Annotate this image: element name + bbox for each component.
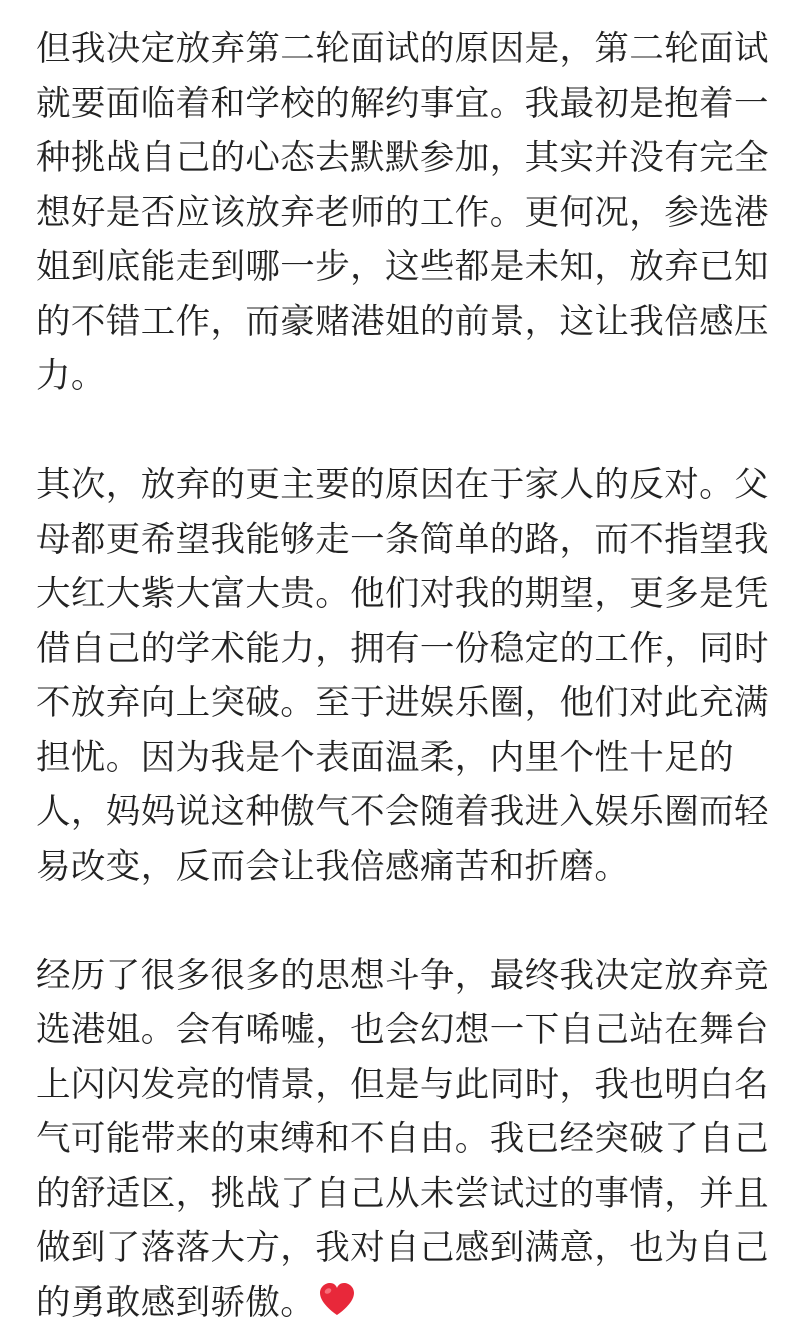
text-line: 上闪闪发亮的情景，但是与此同时，我也明白名	[36, 1064, 769, 1105]
paragraph-3	[36, 949, 776, 1331]
text-line: 力。	[36, 356, 106, 396]
text-line: 其次，放弃的更主要的原因在于家人的反对。父	[36, 465, 769, 505]
text-line: 的舒适区，挑战了自己从未尝试过的事情，并且	[36, 1173, 769, 1214]
text-line: 姐到底能走到哪一步，这些都是未知，放弃已知	[36, 247, 769, 287]
text-line: 气可能带来的束缚和不自由。我已经突破了自己	[36, 1119, 769, 1159]
text-line: 做到了落落大方，我对自己感到满意，也为自己	[36, 1228, 769, 1268]
text-line: 的勇敢感到骄傲。	[36, 1282, 316, 1323]
article-body	[36, 22, 776, 1330]
text-line: 大红大紫大富大贵。他们对我的期望，更多是凭	[36, 574, 769, 614]
paragraph-gap	[36, 894, 776, 949]
text-line-last	[36, 1276, 776, 1331]
text-line: 的不错工作，而豪赌港姐的前景，这让我倍感压	[36, 301, 769, 342]
paragraph-2	[36, 458, 776, 894]
red-heart-emoji-icon	[317, 1280, 357, 1320]
text-line: 易改变，反而会让我倍感痛苦和折磨。	[36, 846, 630, 887]
text-line: 母都更希望我能够走一条简单的路，而不指望我	[36, 519, 769, 560]
text-line: 经历了很多很多的思想斗争，最终我决定放弃竞	[36, 955, 769, 996]
text-line: 借自己的学术能力，拥有一份稳定的工作，同时	[36, 628, 769, 669]
paragraph-1	[36, 22, 776, 404]
text-line: 人，妈妈说这种傲气不会随着我进入娱乐圈而轻	[36, 792, 769, 832]
text-line: 就要面临着和学校的解约事宜。我最初是抱着一	[36, 83, 769, 124]
text-line: 选港姐。会有唏嘘，也会幻想一下自己站在舞台	[36, 1010, 769, 1050]
text-line: 不放弃向上突破。至于进娱乐圈，他们对此充满	[36, 683, 769, 723]
text-line: 种挑战自己的心态去默默参加，其实并没有完全	[36, 138, 769, 178]
paragraph-gap	[36, 404, 776, 459]
text-line: 但我决定放弃第二轮面试的原因是，第二轮面试	[36, 29, 769, 69]
text-line: 想好是否应该放弃老师的工作。更何况，参选港	[36, 192, 769, 233]
text-line: 担忧。因为我是个表面温柔，内里个性十足的	[36, 737, 734, 778]
